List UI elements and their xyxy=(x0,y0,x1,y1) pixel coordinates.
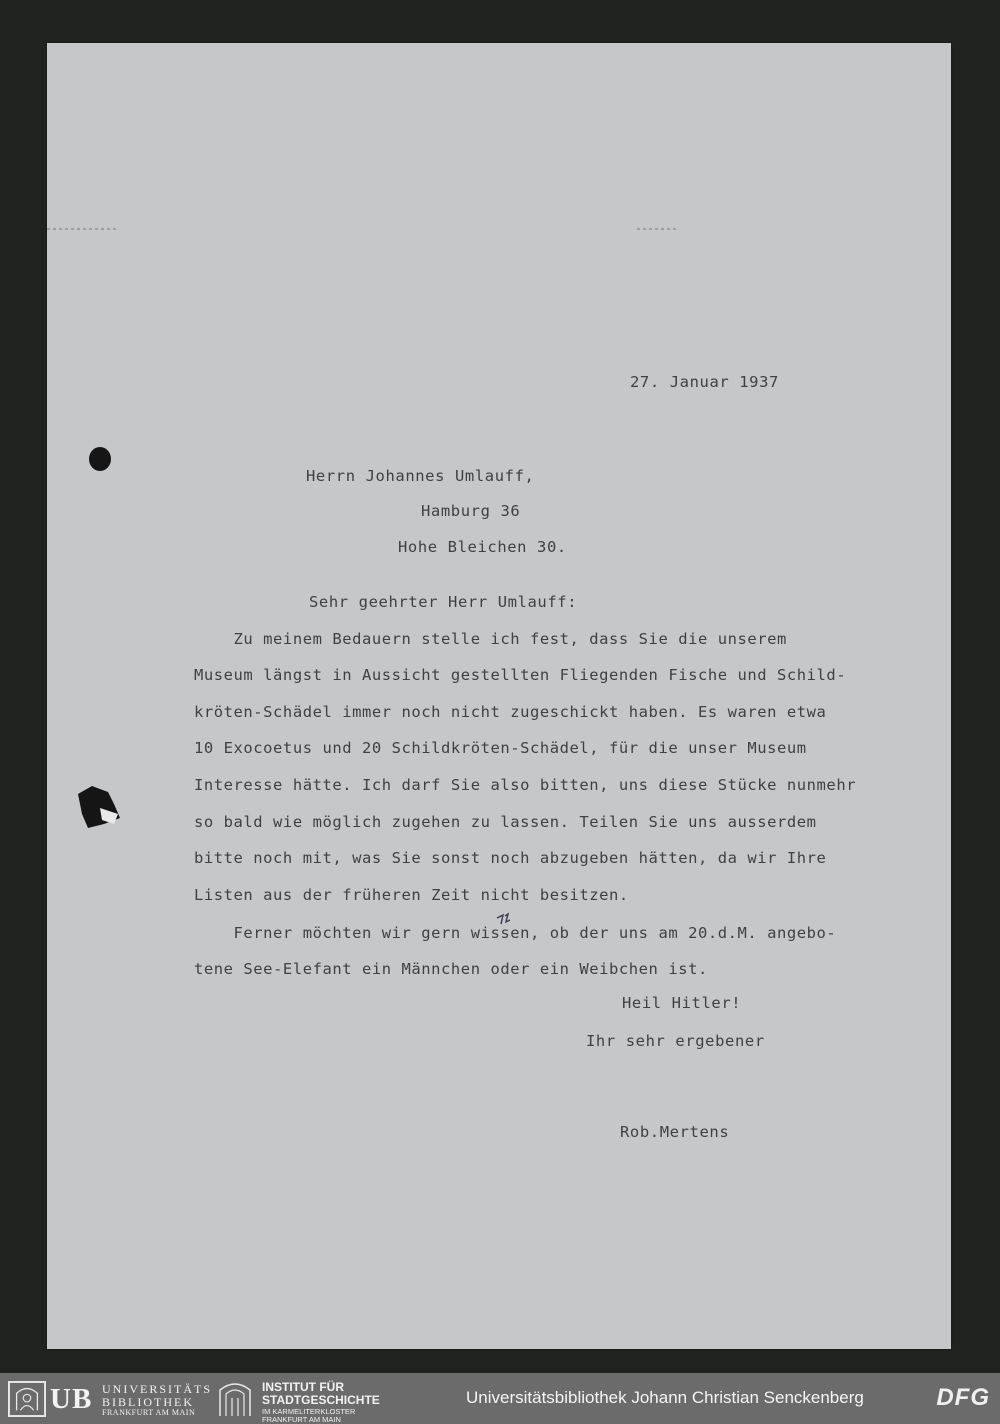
salutation: Sehr geehrter Herr Umlauff: xyxy=(309,593,578,611)
paper-tear-mark xyxy=(74,784,124,830)
isg-line2: STADTGESCHICHTE xyxy=(262,1393,380,1407)
ub-line2: BIBLIOTHEK xyxy=(102,1395,194,1409)
signature: Rob.Mertens xyxy=(620,1123,730,1141)
body-line: Interesse hätte. Ich darf Sie also bitten, uns diese Stücke nunmehr xyxy=(194,776,857,794)
pen-correction-mark xyxy=(494,912,516,934)
isg-logo[interactable] xyxy=(216,1380,416,1424)
closing-phrase: Ihr sehr ergebener xyxy=(586,1032,765,1050)
recipient-name: Herrn Johannes Umlauff, xyxy=(306,467,535,485)
ub-line3: FRANKFURT AM MAIN xyxy=(102,1408,196,1417)
closing-greeting: Heil Hitler! xyxy=(622,994,742,1012)
recipient-street: Hohe Bleichen 30. xyxy=(398,538,567,556)
punch-hole xyxy=(89,447,111,471)
body-line: Zu meinem Bedauern stelle ich fest, dass Sie die unserem xyxy=(194,630,787,648)
isg-line1: INSTITUT FÜR xyxy=(262,1380,344,1394)
body-line: Listen aus der früheren Zeit nicht besitzen. xyxy=(194,886,629,904)
body-line: 10 Exocoetus und 20 Schildkröten-Schädel, für die unser Museum xyxy=(194,739,807,757)
fold-mark-center xyxy=(637,228,677,230)
footer-bar xyxy=(0,1373,1000,1424)
fold-mark-left xyxy=(47,228,117,230)
isg-line3: IM KARMELITERKLOSTER xyxy=(262,1407,356,1416)
letter-page xyxy=(47,43,951,1349)
recipient-city: Hamburg 36 xyxy=(421,502,521,520)
ub-letters: UB xyxy=(50,1383,93,1415)
institution-name[interactable]: Universitätsbibliothek Johann Christian Senckenberg xyxy=(466,1388,864,1407)
ub-logo[interactable] xyxy=(8,1381,212,1417)
body-line: Museum längst in Aussicht gestellten Fliegenden Fische und Schild- xyxy=(194,666,847,684)
body-line: bitte noch mit, was Sie sonst noch abzugeben hätten, da wir Ihre xyxy=(194,849,827,867)
letter-date: 27. Januar 1937 xyxy=(630,373,779,391)
ub-line1: UNIVERSITÄTS xyxy=(102,1382,212,1396)
isg-line4: FRANKFURT AM MAIN xyxy=(262,1415,341,1424)
body-line: tene See-Elefant ein Männchen oder ein Weibchen ist. xyxy=(194,960,708,978)
dfg-logo[interactable]: DFG xyxy=(936,1384,990,1411)
isg-emblem-icon xyxy=(216,1380,254,1418)
body-line: kröten-Schädel immer noch nicht zugeschickt haben. Es waren etwa xyxy=(194,703,827,721)
ub-emblem-icon xyxy=(8,1381,46,1417)
body-line: so bald wie möglich zugehen zu lassen. Teilen Sie uns ausserdem xyxy=(194,813,817,831)
body-line: Ferner möchten wir gern wissen, ob der uns am 20.d.M. angebo- xyxy=(194,924,837,942)
